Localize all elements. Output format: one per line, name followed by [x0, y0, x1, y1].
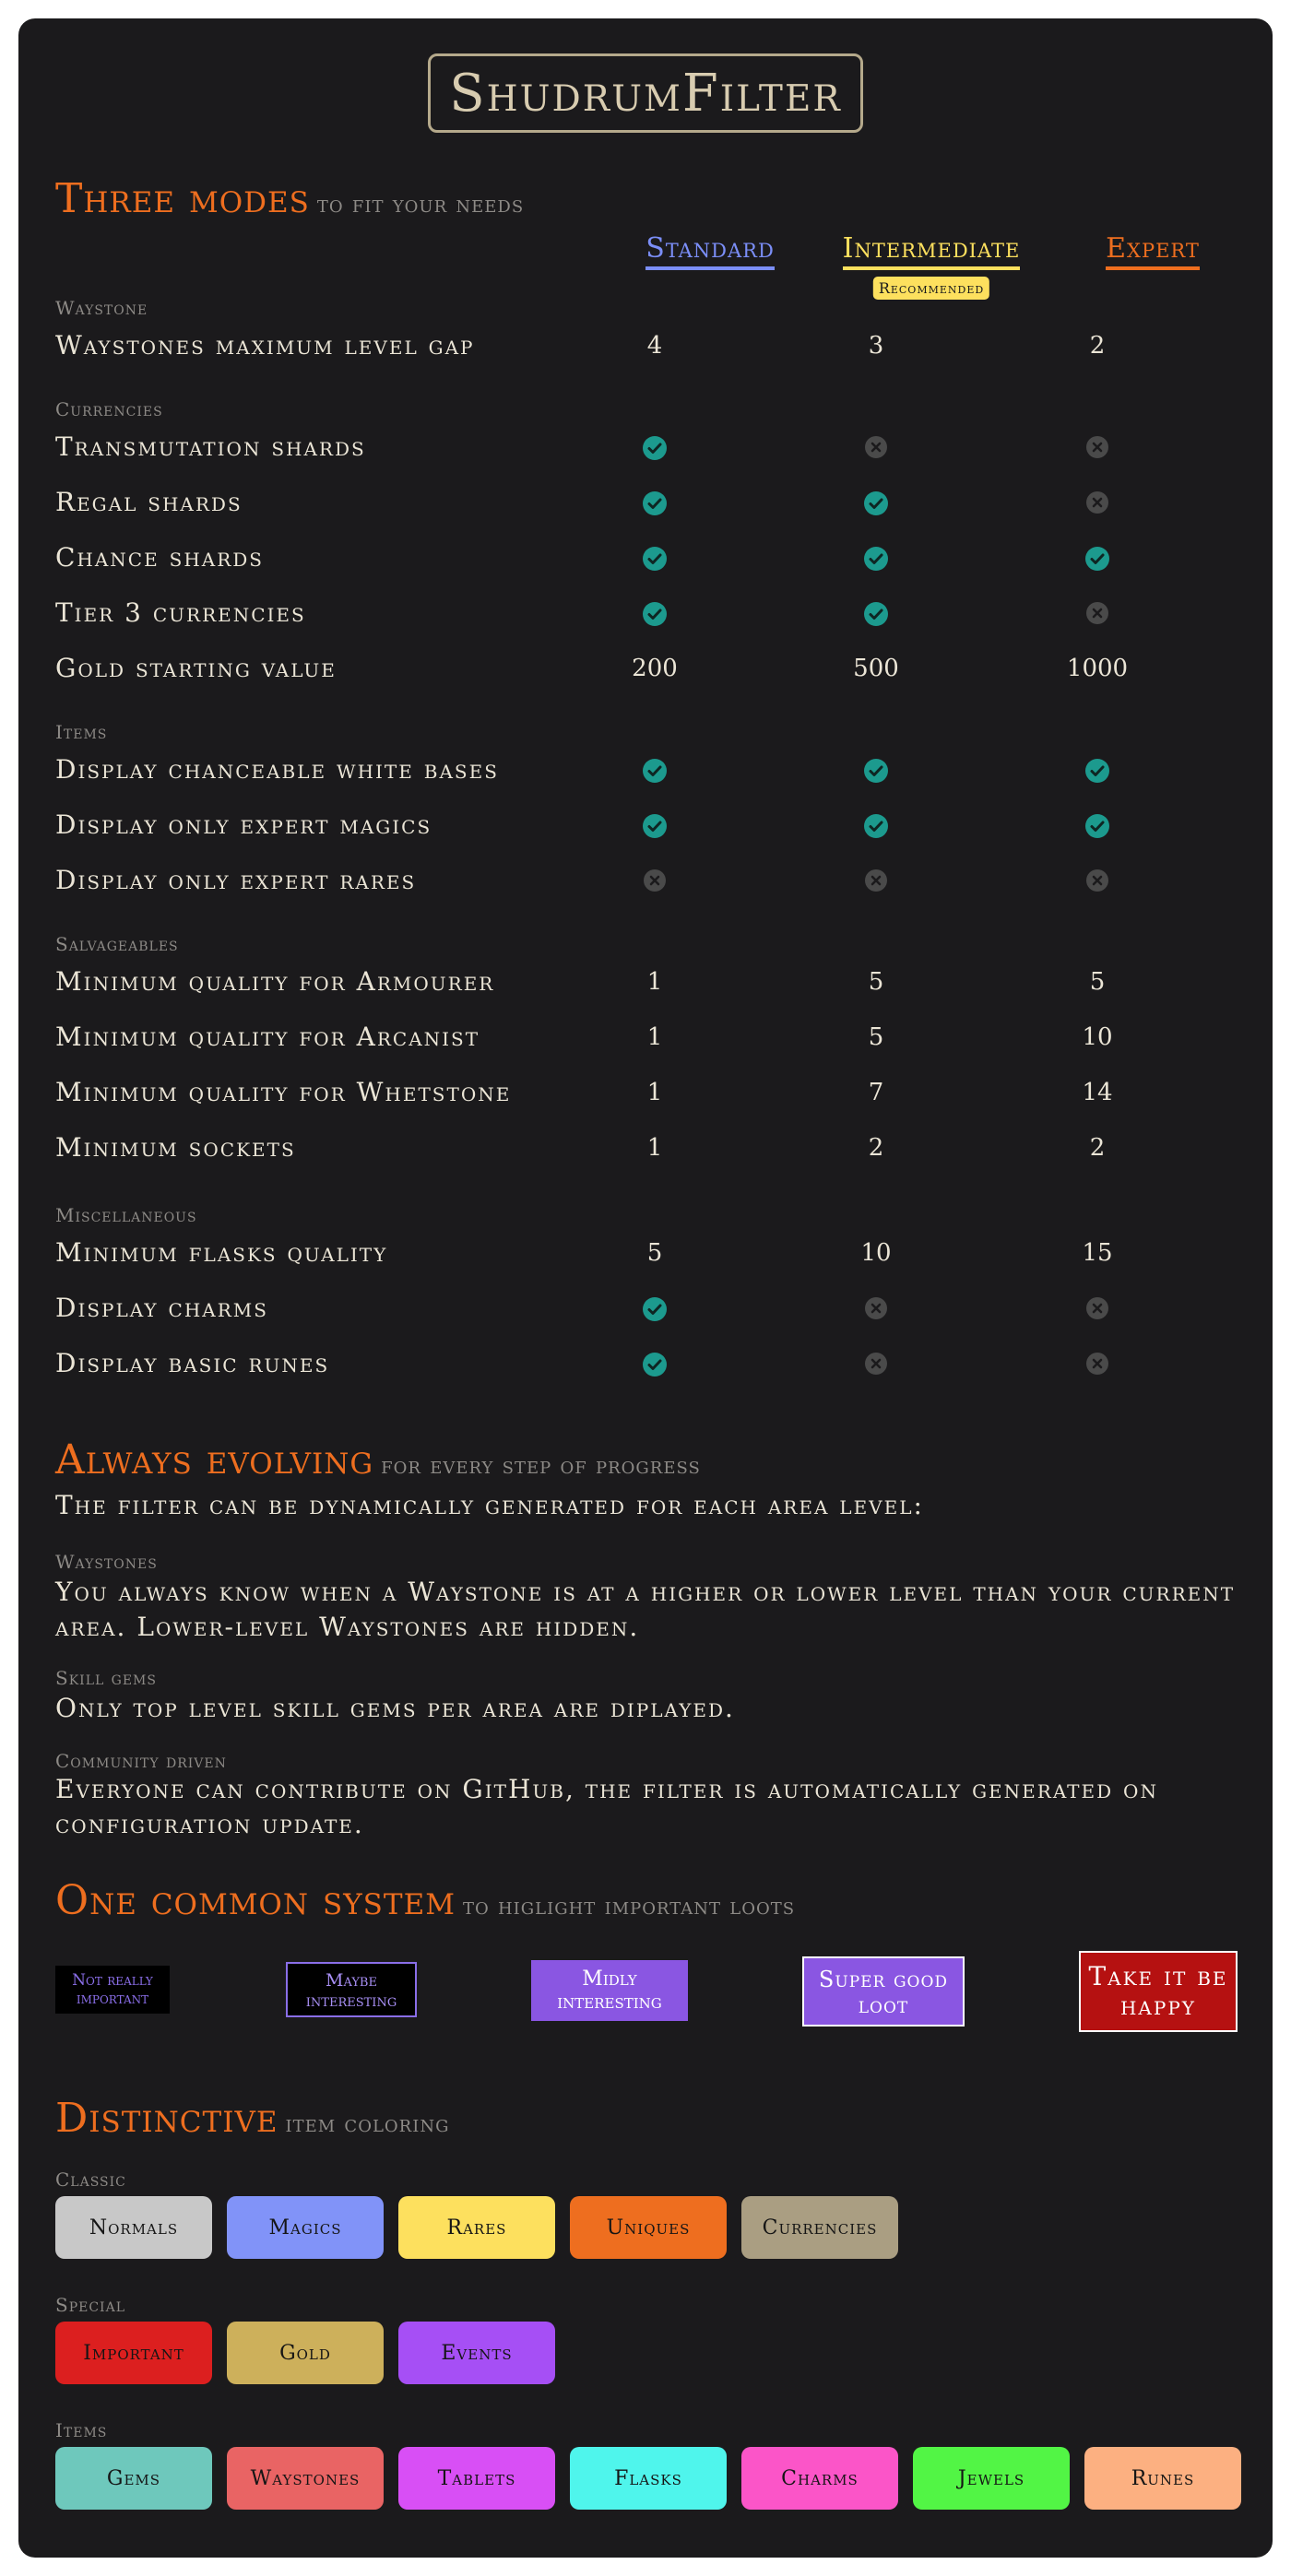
color-chip-currencies: Currencies — [741, 2196, 898, 2259]
option-value: 2 — [1089, 332, 1106, 360]
option-row-label: Waystones maximum level gap — [55, 330, 475, 360]
check-circle-icon — [1042, 546, 1153, 572]
color-chip-uniques: Uniques — [570, 2196, 727, 2259]
color-chip-magics: Magics — [227, 2196, 384, 2259]
column-standard — [599, 232, 821, 270]
option-row-label: Minimum quality for Whetstone — [55, 1077, 512, 1107]
filter-card — [18, 18, 1273, 2558]
tier-not-really-important: Not really important — [55, 1966, 170, 2014]
evolving-label-waystones: Waystones — [55, 1551, 158, 1573]
evolving-subtitle: for every step of progress — [381, 1452, 701, 1480]
x-circle-icon — [599, 869, 710, 892]
x-circle-icon — [1042, 435, 1153, 459]
column-intermediate — [821, 232, 1042, 297]
option-row-label: Minimum quality for Arcanist — [55, 1022, 480, 1052]
option-row-label: Minimum flasks quality — [55, 1237, 388, 1268]
option-row-label: Gold starting value — [55, 653, 337, 683]
option-value: 4 — [646, 332, 663, 360]
check-circle-icon — [599, 435, 710, 461]
group-label: Salvageables — [55, 933, 179, 955]
group-label: Currencies — [55, 398, 163, 420]
evolving-heading — [55, 1436, 701, 1483]
option-value: 1 — [646, 968, 663, 996]
evolving-label-skill-gems: Skill gems — [55, 1667, 157, 1689]
coloring-title: Distinctive — [55, 2095, 278, 2142]
check-circle-icon — [599, 758, 710, 784]
color-chip-flasks: Flasks — [570, 2447, 727, 2510]
group-label: Miscellaneous — [55, 1204, 197, 1226]
option-row-label: Display basic runes — [55, 1348, 330, 1378]
option-row-label: Regal shards — [55, 487, 243, 517]
check-circle-icon — [599, 1352, 710, 1377]
column-intermediate-label: Intermediate — [843, 232, 1021, 270]
option-row-label: Transmutation shards — [55, 431, 366, 462]
color-chip-gold: Gold — [227, 2322, 384, 2384]
option-value: 7 — [868, 1079, 884, 1106]
color-chip-charms: Charms — [741, 2447, 898, 2510]
coloring-group-label: Classic — [55, 2168, 126, 2191]
x-circle-icon — [821, 435, 931, 459]
x-circle-icon — [1042, 869, 1153, 892]
check-circle-icon — [821, 813, 931, 839]
x-circle-icon — [1042, 1296, 1153, 1320]
option-value: 5 — [868, 1023, 884, 1051]
option-value: 3 — [868, 332, 884, 360]
evolving-text-community: Everyone can contribute on GitHub, the filter is automatically generated on configuration update. — [55, 1774, 1158, 1839]
recommended-badge: Recommended — [873, 277, 989, 300]
check-circle-icon — [1042, 758, 1153, 784]
option-value: 2 — [1089, 1134, 1106, 1162]
color-chip-normals: Normals — [55, 2196, 212, 2259]
check-circle-icon — [821, 601, 931, 627]
color-chip-waystones: Waystones — [227, 2447, 384, 2510]
option-row-label: Chance shards — [55, 542, 264, 573]
check-circle-icon — [1042, 813, 1153, 839]
x-circle-icon — [821, 1352, 931, 1376]
check-circle-icon — [821, 546, 931, 572]
color-chip-rares: Rares — [398, 2196, 555, 2259]
color-chip-runes: Runes — [1084, 2447, 1241, 2510]
coloring-heading — [55, 2095, 449, 2142]
column-expert — [1042, 232, 1263, 270]
option-value: 1 — [646, 1023, 663, 1051]
option-row-label: Tier 3 currencies — [55, 597, 306, 628]
modes-title: Three modes — [55, 175, 310, 222]
evolving-label-community: Community driven — [55, 1750, 227, 1772]
x-circle-icon — [821, 869, 931, 892]
option-value: 500 — [853, 655, 899, 682]
option-row-label: Minimum quality for Armourer — [55, 966, 495, 997]
column-expert-label: Expert — [1106, 232, 1200, 270]
tier-maybe-interesting: Maybe interesting — [286, 1962, 417, 2017]
evolving-text-skill-gems: Only top level skill gems per area are diplayed. — [55, 1693, 735, 1723]
check-circle-icon — [599, 1296, 710, 1322]
option-value: 5 — [868, 968, 884, 996]
x-circle-icon — [821, 1296, 931, 1320]
color-chip-important: Important — [55, 2322, 212, 2384]
option-value: 5 — [1089, 968, 1106, 996]
check-circle-icon — [599, 490, 710, 516]
option-value: 5 — [646, 1239, 663, 1267]
color-chip-gems: Gems — [55, 2447, 212, 2510]
check-circle-icon — [821, 490, 931, 516]
coloring-group-label: Special — [55, 2294, 125, 2316]
system-heading — [55, 1877, 795, 1924]
check-circle-icon — [599, 601, 710, 627]
option-value: 10 — [860, 1239, 892, 1267]
app-logo: ShudrumFilter — [428, 53, 863, 133]
option-value: 14 — [1082, 1079, 1113, 1106]
tier-super-good-loot: Super good loot — [802, 1956, 965, 2027]
tier-take-it-be-happy: Take it be happy — [1079, 1951, 1238, 2032]
tier-midly-interesting: Midly interesting — [531, 1960, 688, 2021]
check-circle-icon — [599, 813, 710, 839]
option-value: 1 — [646, 1134, 663, 1162]
evolving-intro: The filter can be dynamically generated for each area level: — [55, 1490, 924, 1520]
evolving-text-waystones: You always know when a Waystone is at a higher or lower level than your current area. Lower-level Waystones are hidden. — [55, 1577, 1236, 1642]
option-row-label: Display only expert magics — [55, 809, 432, 840]
coloring-subtitle: item coloring — [285, 2110, 450, 2138]
option-value: 1000 — [1066, 655, 1129, 682]
x-circle-icon — [1042, 490, 1153, 514]
column-standard-label: Standard — [646, 232, 775, 270]
color-chip-tablets: Tablets — [398, 2447, 555, 2510]
coloring-group-label: Items — [55, 2419, 108, 2441]
logo-wrapper — [18, 53, 1273, 133]
option-value: 10 — [1082, 1023, 1113, 1051]
option-value: 1 — [646, 1079, 663, 1106]
group-label: Waystone — [55, 297, 148, 319]
system-title: One common system — [55, 1877, 456, 1924]
x-circle-icon — [1042, 601, 1153, 625]
check-circle-icon — [821, 758, 931, 784]
option-value: 2 — [868, 1134, 884, 1162]
group-label: Items — [55, 721, 108, 743]
option-row-label: Display charms — [55, 1293, 268, 1323]
option-row-label: Display only expert rares — [55, 865, 417, 895]
modes-subtitle: to fit your needs — [316, 191, 525, 219]
option-value: 200 — [632, 655, 678, 682]
evolving-title: Always evolving — [55, 1436, 374, 1483]
color-chip-jewels: Jewels — [913, 2447, 1070, 2510]
option-value: 15 — [1082, 1239, 1113, 1267]
option-row-label: Display chanceable white bases — [55, 754, 499, 785]
option-row-label: Minimum sockets — [55, 1132, 296, 1163]
color-chip-events: Events — [398, 2322, 555, 2384]
check-circle-icon — [599, 546, 710, 572]
modes-heading — [55, 175, 524, 222]
system-subtitle: to higlight important loots — [462, 1893, 796, 1920]
x-circle-icon — [1042, 1352, 1153, 1376]
